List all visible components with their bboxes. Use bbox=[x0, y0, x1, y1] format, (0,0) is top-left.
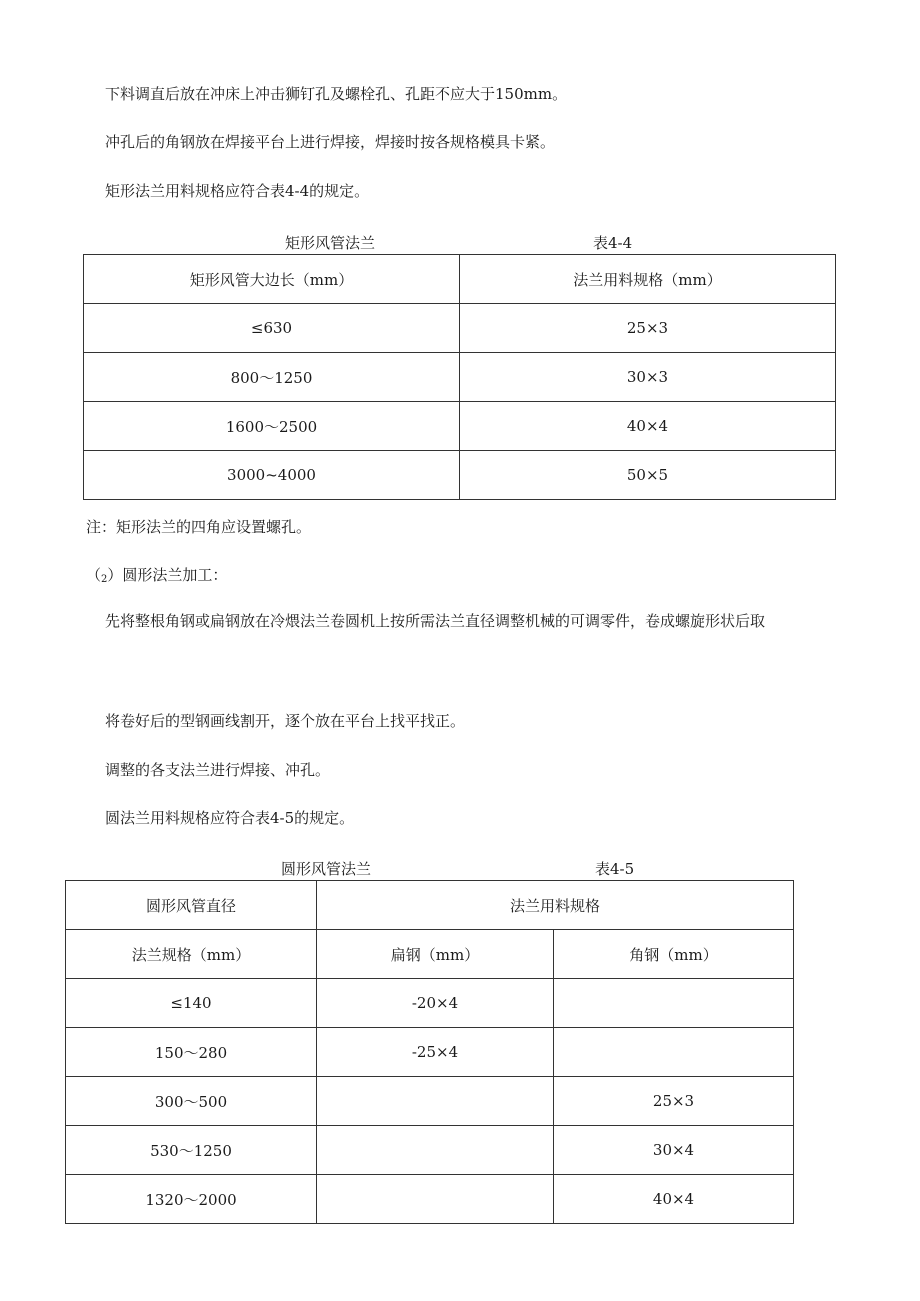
table-header-row bbox=[84, 255, 836, 304]
table-row bbox=[66, 1126, 794, 1175]
table-4-4-number: 表4-4 bbox=[593, 234, 633, 252]
paragraph-round-spec-ref: 圆法兰用料规格应符合表4-5的规定。 bbox=[105, 809, 355, 827]
paragraph-weld-punch: 调整的各支法兰进行焊接、冲孔。 bbox=[105, 761, 331, 779]
table-cell: 25×3 bbox=[460, 304, 836, 353]
table-cell: 30×3 bbox=[460, 353, 836, 402]
table-cell bbox=[317, 1126, 554, 1175]
paragraph-punching: 下料调直后放在冲床上冲击狮钉孔及螺栓孔、孔距不应大于150mm。 bbox=[105, 85, 568, 103]
table-header-row bbox=[66, 881, 794, 930]
table-row bbox=[84, 353, 836, 402]
item-number-close: ） bbox=[107, 566, 123, 584]
table-row bbox=[66, 1077, 794, 1126]
table-4-5-number: 表4-5 bbox=[595, 860, 635, 878]
header-cell: 法兰规格（mm） bbox=[66, 930, 317, 979]
table-4-5-title: 圆形风管法兰 bbox=[281, 860, 372, 878]
header-cell: 扁钢（mm） bbox=[317, 930, 554, 979]
section-heading-round-flange bbox=[86, 565, 227, 590]
header-cell: 角钢（mm） bbox=[554, 930, 794, 979]
table-cell: -20×4 bbox=[317, 979, 554, 1028]
table-cell: 1600～2500 bbox=[84, 402, 460, 451]
table-row bbox=[66, 1028, 794, 1077]
table-row bbox=[84, 451, 836, 500]
table-row bbox=[84, 402, 836, 451]
table-cell: 40×4 bbox=[460, 402, 836, 451]
table-subheader-row bbox=[66, 930, 794, 979]
paragraph-cutting: 将卷好后的型钢画线割开，逐个放在平台上找平找正。 bbox=[105, 712, 466, 730]
paragraph-rolling: 先将整根角钢或扁钢放在冷煨法兰卷圆机上按所需法兰直径调整机械的可调零件，卷成螺旋形状后取 bbox=[105, 612, 766, 630]
header-cell: 矩形风管大边长（mm） bbox=[84, 255, 460, 304]
table-cell: ≤630 bbox=[84, 304, 460, 353]
header-cell: 圆形风管直径 bbox=[66, 881, 317, 930]
header-cell: 法兰用料规格（mm） bbox=[460, 255, 836, 304]
table-cell: 300～500 bbox=[66, 1077, 317, 1126]
item-number-open: （ bbox=[86, 566, 102, 584]
table-row bbox=[84, 304, 836, 353]
table-cell: 30×4 bbox=[554, 1126, 794, 1175]
table-cell: -25×4 bbox=[317, 1028, 554, 1077]
table-row bbox=[66, 1175, 794, 1224]
table-cell bbox=[317, 1077, 554, 1126]
table-cell: 1320～2000 bbox=[66, 1175, 317, 1224]
table-4-4 bbox=[83, 254, 836, 500]
table-cell: 25×3 bbox=[554, 1077, 794, 1126]
header-group-cell: 法兰用料规格 bbox=[317, 881, 794, 930]
table-4-5 bbox=[65, 880, 794, 1224]
table-row bbox=[66, 979, 794, 1028]
table-cell: 150～280 bbox=[66, 1028, 317, 1077]
item-title: 圆形法兰加工： bbox=[122, 566, 228, 584]
table-cell bbox=[317, 1175, 554, 1224]
paragraph-welding: 冲孔后的角钢放在焊接平台上进行焊接，焊接时按各规格模具卡紧。 bbox=[105, 133, 556, 151]
table-cell: 530～1250 bbox=[66, 1126, 317, 1175]
table-cell: 50×5 bbox=[460, 451, 836, 500]
table-cell bbox=[554, 1028, 794, 1077]
table-cell bbox=[554, 979, 794, 1028]
table-4-4-title: 矩形风管法兰 bbox=[285, 234, 376, 252]
table-cell: 3000~4000 bbox=[84, 451, 460, 500]
table-cell: ≤140 bbox=[66, 979, 317, 1028]
table-cell: 40×4 bbox=[554, 1175, 794, 1224]
item-number: 2 bbox=[101, 574, 108, 585]
paragraph-rect-spec-ref: 矩形法兰用料规格应符合表4-4的规定。 bbox=[105, 182, 370, 200]
table-4-4-note: 注：矩形法兰的四角应设置螺孔。 bbox=[86, 518, 312, 536]
table-cell: 800～1250 bbox=[84, 353, 460, 402]
